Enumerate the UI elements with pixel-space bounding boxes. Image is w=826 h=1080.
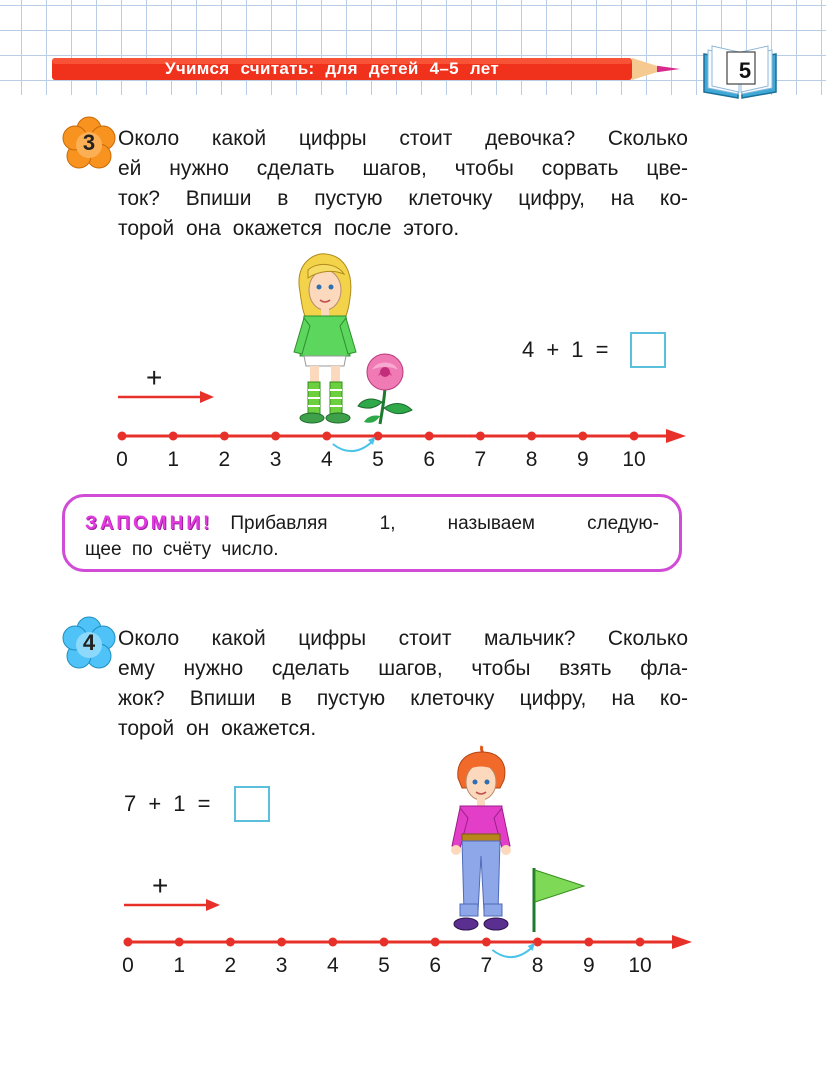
number-line-tick-label: 2 [218, 448, 231, 471]
number-line-tick-label: 8 [525, 448, 538, 471]
number-line-tick-label: 6 [423, 448, 436, 471]
task-3-equation: 4 + 1 = [522, 337, 609, 362]
number-line-tick-label: 9 [582, 954, 595, 977]
number-line-tick-label: 0 [116, 448, 128, 471]
plus-sign: + [152, 870, 169, 901]
number-line-tick-label: 1 [167, 448, 180, 471]
number-line-tick-label: 3 [275, 954, 288, 977]
number-line-tick-label: 9 [576, 448, 589, 471]
number-line-tick-label: 10 [622, 448, 646, 471]
number-line-tick-label: 0 [122, 954, 134, 977]
number-line-dot [118, 432, 127, 441]
number-line-dot [374, 432, 383, 441]
jump-arc [333, 440, 374, 451]
task-number: 3 [82, 130, 96, 155]
number-line-dot [277, 938, 286, 947]
number-line-tick-label: 2 [224, 954, 237, 977]
number-line-dot [527, 432, 536, 441]
number-line-arrowhead [666, 429, 686, 443]
number-line-tick-label: 8 [531, 954, 544, 977]
task-3-line: Около какой цифры стоит девочка? Сколько [118, 127, 688, 150]
number-line-dot [175, 938, 184, 947]
task-4-line: ему нужно сделать шагов, чтобы взять фла- [118, 657, 688, 680]
number-line-tick-label: 4 [326, 954, 339, 977]
number-line-dot [425, 432, 434, 441]
number-line-dot [124, 938, 133, 947]
number-line-tick-label: 5 [378, 954, 390, 977]
number-line-task-4 [116, 926, 696, 986]
number-line-arrowhead [672, 935, 692, 949]
number-line-dot [533, 938, 542, 947]
number-line-tick-label: 10 [628, 954, 652, 977]
number-line-dot [636, 938, 645, 947]
task-3-answer-box[interactable] [630, 332, 666, 368]
task-3-line: ей нужно сделать шагов, чтобы сорвать цве- [118, 157, 688, 180]
number-line-dot [226, 938, 235, 947]
task-3-line: ток? Впиши в пустую клеточку цифру, на ко- [118, 187, 688, 210]
number-line-dot [584, 938, 593, 947]
remember-heading: ЗАПОМНИ! [85, 513, 213, 534]
number-line-dot [328, 938, 337, 947]
girl-illustration [290, 252, 360, 424]
plus-sign: + [146, 362, 163, 393]
number-line-tick-label: 7 [474, 448, 487, 471]
task-3-text [118, 124, 688, 244]
boy-illustration [446, 744, 516, 934]
page-number: 5 [738, 58, 752, 83]
jump-arc [492, 946, 533, 957]
number-line-tick-label: 4 [320, 448, 333, 471]
number-line-dot [380, 938, 389, 947]
task-number: 4 [82, 630, 96, 655]
task-4-text [118, 624, 688, 744]
number-line-dot [476, 432, 485, 441]
header-title: Учимся считать: для детей 4–5 лет [165, 59, 499, 78]
number-line-tick-label: 3 [269, 448, 282, 471]
number-line-tick-label: 5 [372, 448, 384, 471]
task-3-line: торой она окажется после этого. [118, 217, 460, 240]
number-line-dot [431, 938, 440, 947]
number-line-dot [322, 432, 331, 441]
number-line-dot [220, 432, 229, 441]
remember-text [85, 511, 659, 563]
task-4-answer-box[interactable] [234, 786, 270, 822]
number-line-tick-label: 6 [429, 954, 442, 977]
number-line-dot [169, 432, 178, 441]
task-4-equation: 7 + 1 = [124, 791, 211, 816]
remember-box [62, 494, 682, 572]
number-line-dot [482, 938, 491, 947]
number-line-tick-label: 1 [173, 954, 186, 977]
number-line-tick-label: 7 [480, 954, 493, 977]
right-arrow-icon [118, 390, 216, 404]
right-arrow-icon [124, 898, 222, 912]
task-4-line: Около какой цифры стоит мальчик? Сколько [118, 627, 688, 650]
remember-line: Прибавляя 1, называем следую- [230, 513, 659, 534]
number-line-task-3 [110, 420, 690, 480]
number-line-dot [271, 432, 280, 441]
number-line-dot [630, 432, 639, 441]
flag-illustration [526, 866, 588, 934]
remember-line: щее по счёту число. [85, 539, 279, 560]
rose-illustration [356, 350, 414, 426]
number-line-dot [578, 432, 587, 441]
task-4-line: торой он окажется. [118, 717, 317, 740]
task-4-line: жок? Впиши в пустую клеточку цифру, на ко- [118, 687, 688, 710]
